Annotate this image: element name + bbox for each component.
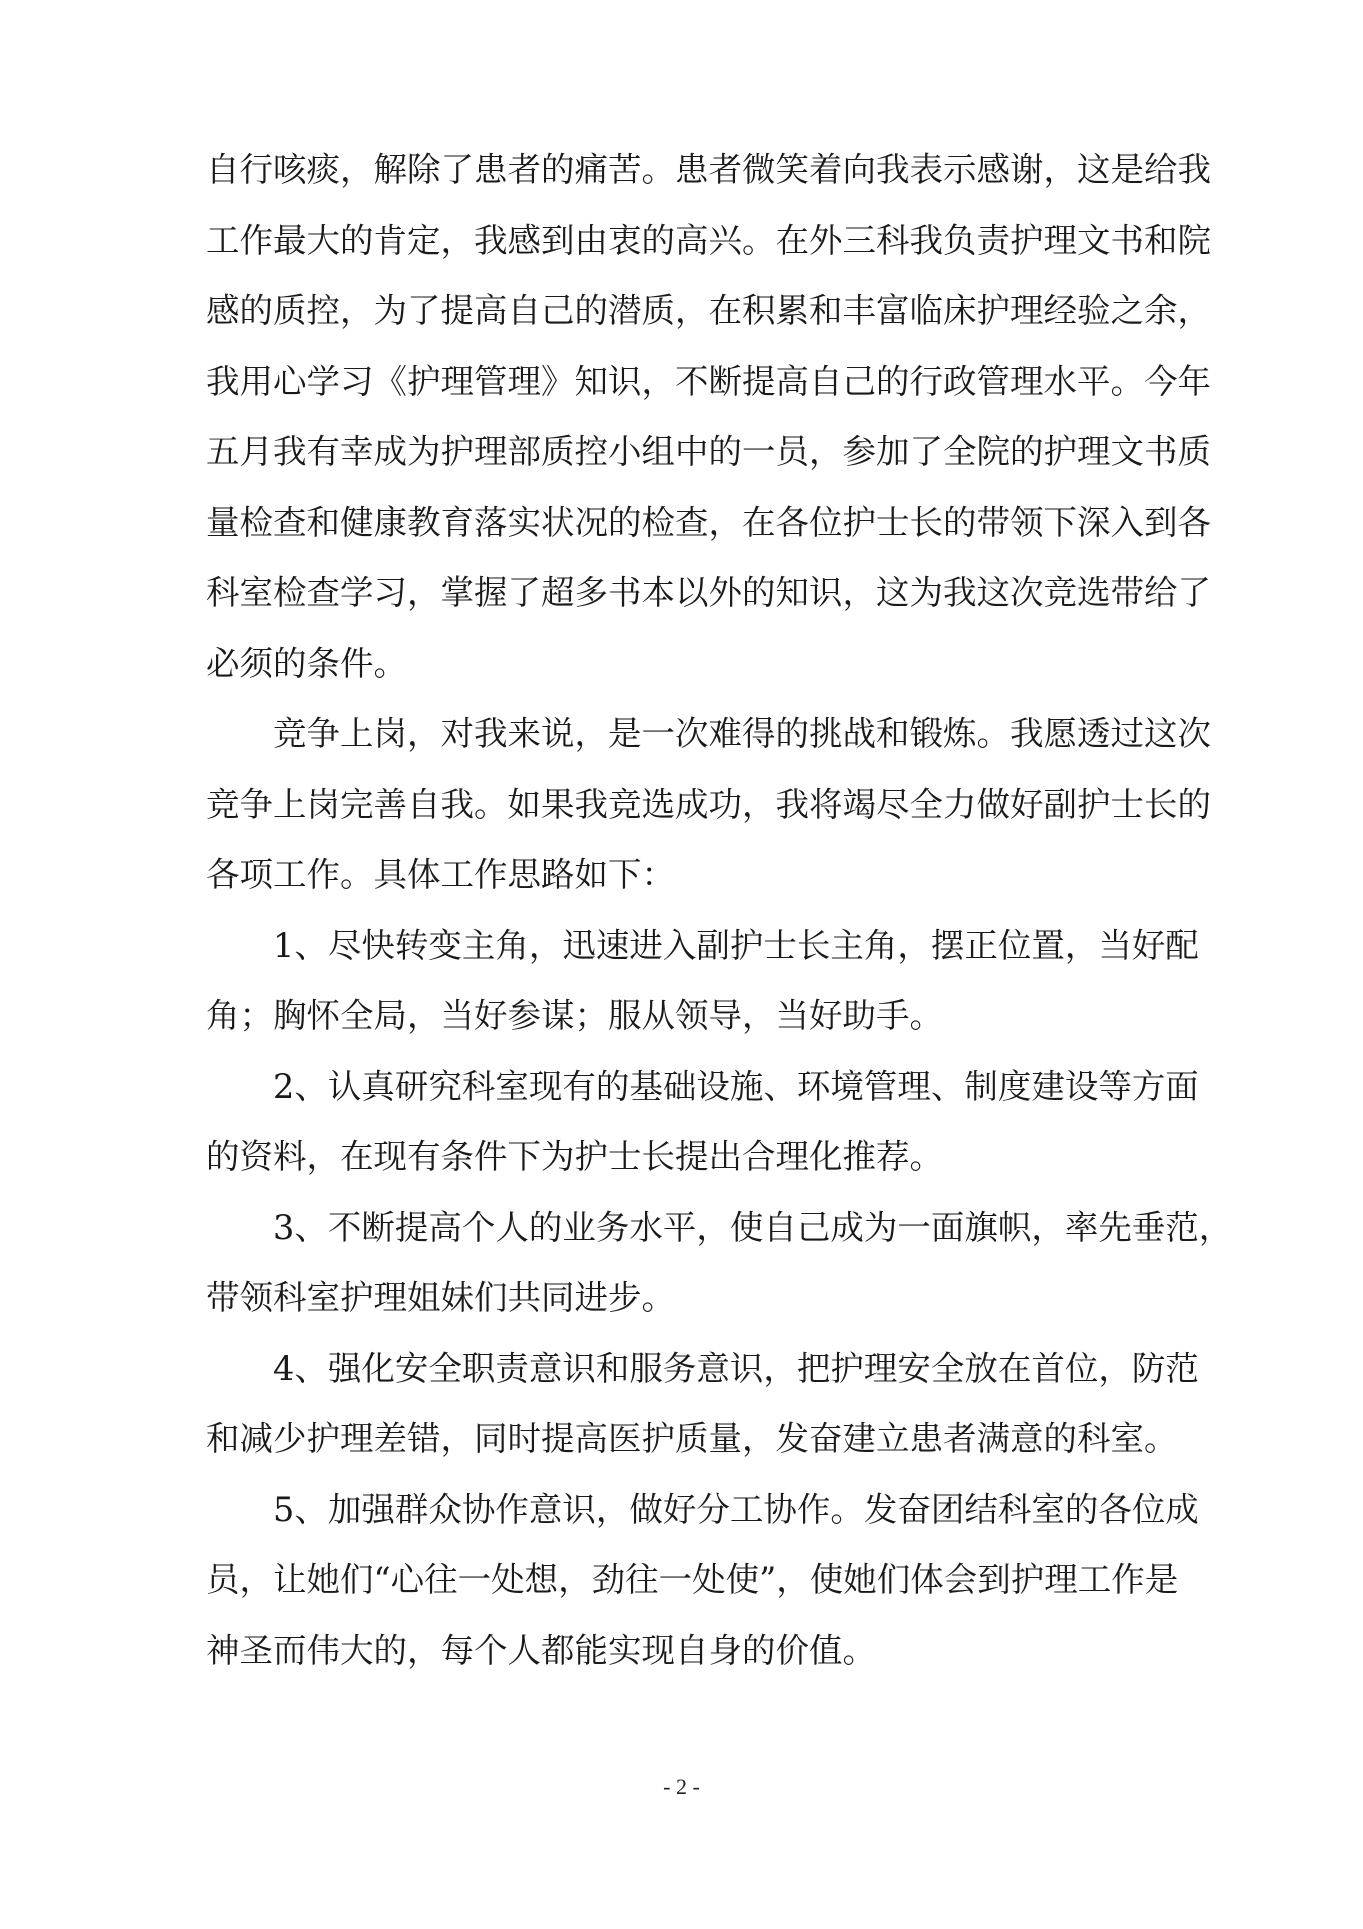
text-line: 感的质控，为了提高自己的潜质，在积累和丰富临床护理经验之余， — [206, 291, 1211, 330]
text-line: 五月我有幸成为护理部质控小组中的一员，参加了全院的护理文书质 — [206, 432, 1211, 471]
text-line: 带领科室护理姐妹们共同进步。 — [206, 1278, 675, 1317]
document-body — [206, 135, 1233, 1686]
text-line: 各项工作。具体工作思路如下： — [206, 855, 675, 894]
text-line: 5、加强群众协作意识，做好分工协作。发奋团结科室的各位成 — [206, 1489, 1199, 1529]
text-line: 3、不断提高个人的业务水平，使自己成为一面旗帜，率先垂范， — [206, 1207, 1233, 1247]
text-line: 的资料，在现有条件下为护士长提出合理化推荐。 — [206, 1137, 943, 1176]
text-line: 2、认真研究科室现有的基础设施、环境管理、制度建设等方面 — [206, 1066, 1199, 1106]
text-line: 科室检查学习，掌握了超多书本以外的知识，这为我这次竞选带给了 — [206, 573, 1211, 612]
text-line: 工作最大的肯定，我感到由衷的高兴。在外三科我负责护理文书和院 — [206, 220, 1211, 260]
text-line: 量检查和健康教育落实状况的检查，在各位护士长的带领下深入到各 — [206, 502, 1211, 542]
text-line: 我用心学习《护理管理》知识，不断提高自己的行政管理水平。今年 — [206, 361, 1211, 401]
text-line: 必须的条件。 — [206, 643, 407, 683]
page-number: - 2 - — [663, 1774, 700, 1799]
text-line: 神圣而伟大的，每个人都能实现自身的价值。 — [206, 1630, 876, 1670]
text-line: 和减少护理差错，同时提高医护质量，发奋建立患者满意的科室。 — [206, 1419, 1178, 1458]
text-line: 竞争上岗完善自我。如果我竞选成功，我将竭尽全力做好副护士长的 — [206, 784, 1211, 824]
text-line: 竞争上岗，对我来说，是一次难得的挑战和锻炼。我愿透过这次 — [206, 714, 1211, 753]
text-line: 4、强化安全职责意识和服务意识，把护理安全放在首位，防范 — [206, 1348, 1199, 1388]
text-line: 自行咳痰，解除了患者的痛苦。患者微笑着向我表示感谢，这是给我 — [206, 150, 1211, 189]
text-line: 1、尽快转变主角，迅速进入副护士长主角，摆正位置，当好配 — [206, 925, 1199, 965]
text-line: 员，让她们“心往一处想，劲往一处使”，使她们体会到护理工作是 — [206, 1560, 1179, 1599]
text-line: 角；胸怀全局，当好参谋；服从领导，当好助手。 — [206, 996, 943, 1035]
